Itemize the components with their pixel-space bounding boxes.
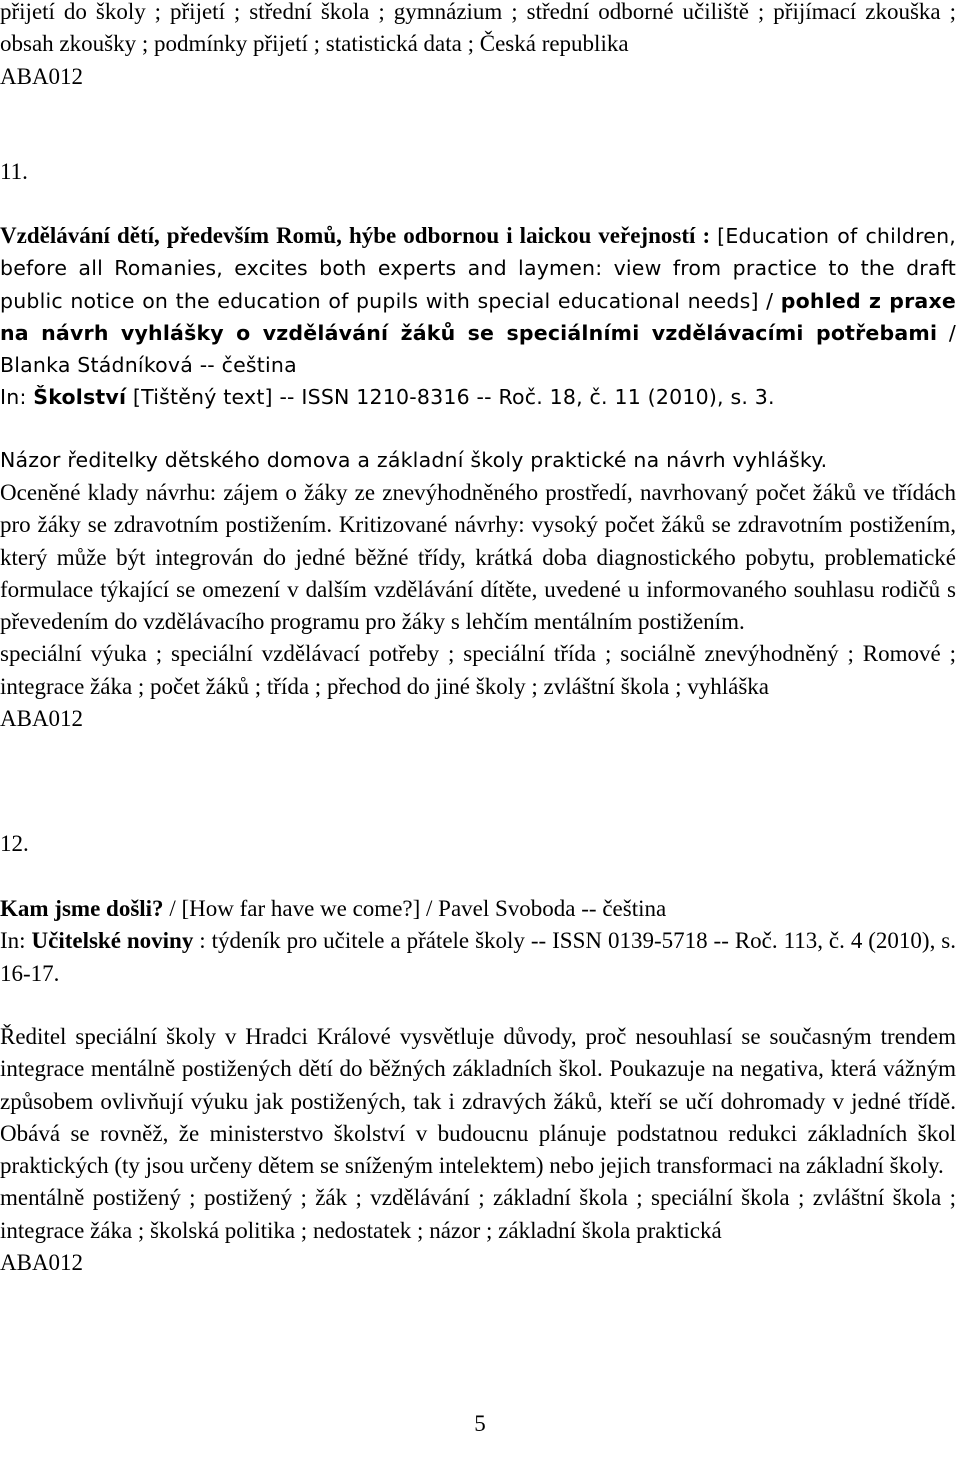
abstract-line: Názor ředitelky dětského domova a základní školy praktické na návrh vyhlášky. [0,448,828,472]
record-title: Kam jsme došli? [0,896,164,921]
source-title: Školství [33,385,127,410]
keywords: speciální výuka ; speciální vzdělávací potřeby ; speciální třída ; sociálně znevýhodněný ; Romové ; integrace žáka ; počet žáků ; třída ; přechod do jiné školy ; zvláštní škola ; vyhláška [0,641,956,699]
entry-number: 12. [0,831,29,856]
abstract: Oceněné klady návrhu: zájem o žáky ze znevýhodněného prostředí, navrhovaný počet žáků ve třídách pro žáky se zdravotním postižením. Kritizované návrhy: vysoký počet žáků se zdravotním postižením, který může být integrován do jedné běžné třídy, krátká doba diagnostického pobytu, problematické formulace týkající se omezení v dalším vzdělávání dítěte, uvedené u informovaného souhlasu rodičů s převedením do vzdělávacího programu pro žáky s lehčím mentálním postižením. [0,480,956,635]
source-details: : týdeník pro učitele a přátele školy -- ISSN 0139-5718 -- Roč. 113, č. 4 (2010), s. 16-17. [0,928,956,986]
entry-number: 11. [0,159,28,184]
in-label: In: [0,928,32,954]
source-title: Učitelské noviny [31,928,194,954]
entry-12-record [0,893,956,990]
entry-10-tail [0,0,956,93]
entry-11-abstract-body [0,477,956,735]
in-label: In: [0,385,34,410]
abstract: Ředitel speciální školy v Hradci Králové vysvětluje důvody, proč nesouhlasí se současným trendem integrace mentálně postižených dětí do běžných základních škol. Poukazuje na negativa, která vážným způsobem ovlivňují výuku jak postižených, tak i zdravých žáků, kteří se učí dohromady v jedné třídě. Obává se rovněž, že ministerstvo školství v budoucnu plánuje podstatnou redukci základních škol praktických (ty jsou určeny dětem se sníženým intelektem) nebo jejich transformaci na základní školy. [0,1024,956,1179]
separator: / [758,288,781,313]
keywords: přijetí do školy ; přijetí ; střední škola ; gymnázium ; střední odborné učiliště ; přijímací zkouška ; obsah zkoušky ; podmínky přijetí ; statistická data ; Česká republika [0,0,956,57]
page-number: 5 [474,1411,486,1436]
record-title-english: / [How far have we come?] / [163,896,439,921]
classification-code: ABA012 [0,706,84,732]
separator: / [937,320,956,345]
record-title: Vzdělávání dětí, především Romů, hýbe odbornou i laickou veřejností : [0,223,711,248]
source-details: [Tištěný text] -- ISSN 1210-8316 -- Roč. 18, č. 11 (2010), s. 3. [126,385,775,410]
record-author: Pavel Svoboda -- čeština [438,896,667,921]
record-title-english: [Education of children, before all Romanies, excites both experts and laymen: view from practice to the draft public notice on the education of pupils with special educational needs] [0,224,957,313]
entry-12-abstract [0,1021,956,1279]
entry-11-record [0,220,956,414]
classification-code: ABA012 [0,63,84,89]
classification-code: ABA012 [0,1250,84,1276]
record-author: Blanka Stádníková -- čeština [0,353,297,378]
entry-11-abstract [0,444,956,476]
record-subtitle: pohled z praxe na návrh vyhlášky o vzdělávání žáků se speciálními vzdělávacími potřebami [0,288,956,345]
keywords: mentálně postižený ; postižený ; žák ; vzdělávání ; základní škola ; speciální škola ; zvláštní škola ; integrace žáka ; školská politika ; nedostatek ; názor ; základní škola praktická [0,1185,956,1243]
